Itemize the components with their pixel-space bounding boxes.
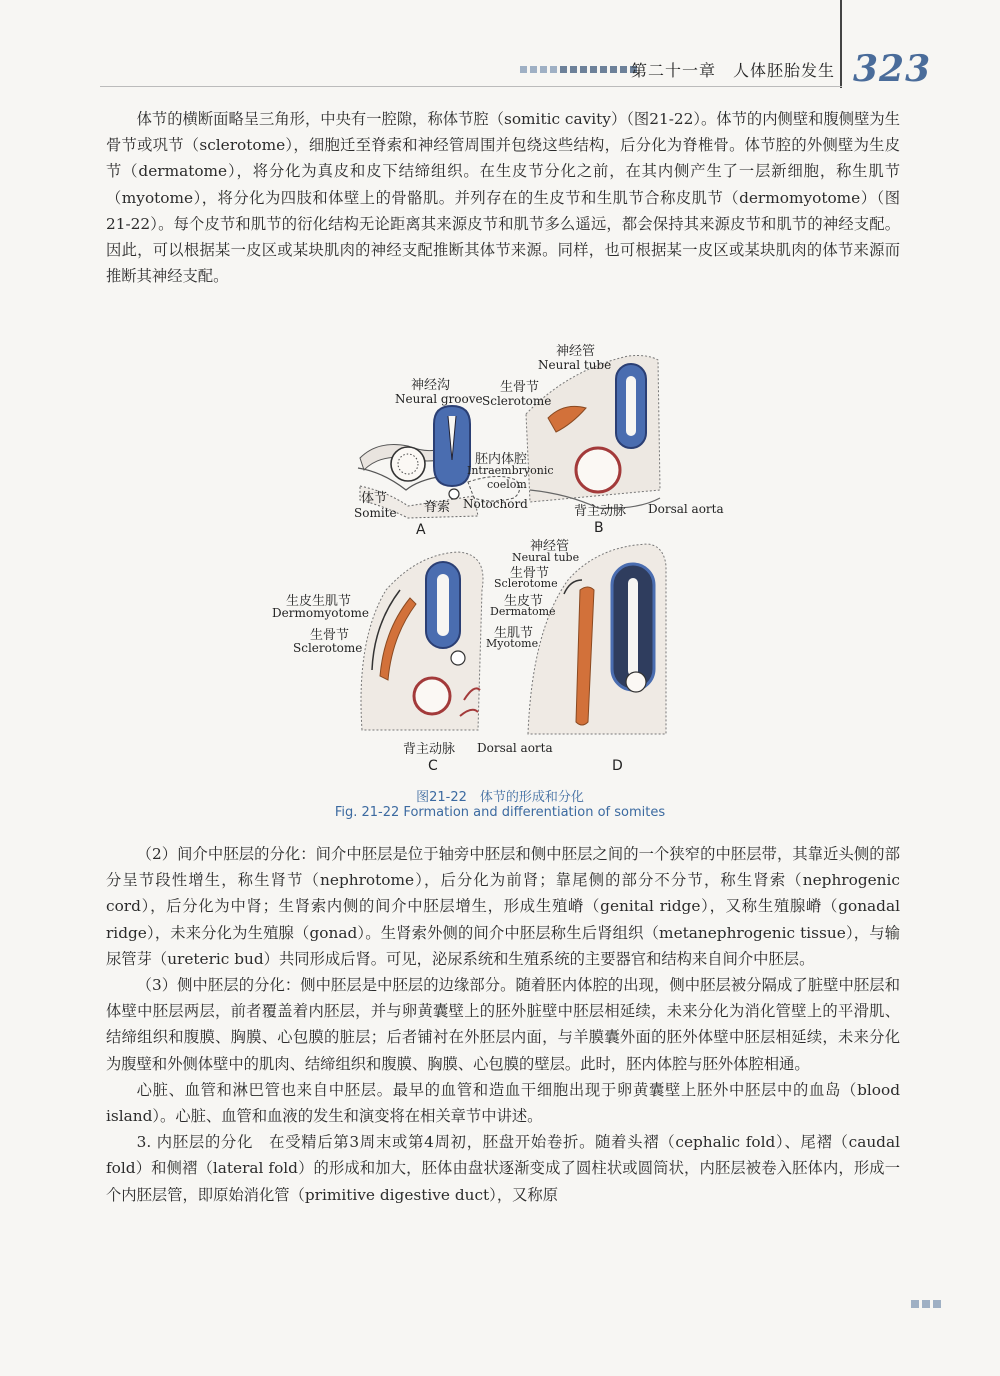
- label-sclerotome-c-en: Sclerotome: [293, 641, 363, 655]
- paragraph: 3. 内胚层的分化 在受精后第3周末或第4周初，胚盘开始卷折。随着头褶（cephalic fold）、尾褶（caudal fold）和侧褶（lateral fold）的形成和加大，胚体由盘状逐渐变成了圆柱状或圆筒状，内胚层被卷入胚体内，形成一个内胚层管，即原始消化管（primitive digestive duct），又称原: [106, 1133, 900, 1204]
- label-neural-tube-b-cn: 神经管: [556, 344, 596, 359]
- paragraph: （2）间介中胚层的分化：间介中胚层是位于轴旁中胚层和侧中胚层之间的一个狭窄的中胚层带，其靠近头侧的部分呈节段性增生，称生肾节（nephrotome），后分化为前肾；靠尾侧的部分不分节，称生肾索（nephrogenic cord），后分化为中肾；生肾索内侧的间介中胚层增生，形成生殖嵴（genital ridge），又称生殖腺嵴（gonadal ridge），未来分化为生殖腺（gonad）。生肾索外侧的间介中胚层称生后肾组织（metanephrogenic tissue），与输尿管芽（ureteric bud）共同形成后肾。可见，泌尿系统和生殖系统的主要器官和结构来自间介中胚层。: [106, 845, 900, 968]
- label-neural-groove-en: Neural groove: [395, 392, 483, 406]
- panel-letter-b: B: [594, 520, 604, 536]
- paragraph: （3）侧中胚层的分化：侧中胚层是中胚层的边缘部分。随着胚内体腔的出现，侧中胚层被分隔成了脏壁中胚层和体壁中胚层两层，前者覆盖着内胚层，并与卵黄囊壁上的胚外脏壁中胚层相延续，未来分化为消化管壁上的平滑肌、结缔组织和腹膜、胸膜、心包膜的脏层；后者铺衬在外胚层内面，与羊膜囊外面的胚外体壁中胚层相延续，未来分化为腹壁和外侧体壁中的肌肉、结缔组织和腹膜、胸膜、心包膜的壁层。此时，胚内体腔与胚外体腔相通。: [106, 976, 900, 1073]
- chapter-title: 第二十一章 人体胚胎发生: [631, 61, 836, 80]
- label-somite-cn: 体节: [361, 491, 388, 506]
- header-decoration: [520, 66, 637, 73]
- label-dorsal-aorta-c-cn: 背主动脉: [403, 742, 456, 757]
- figure-somites: [268, 340, 738, 780]
- label-neural-tube-d-en: Neural tube: [512, 551, 580, 564]
- label-dermatome-en: Dermatome: [490, 605, 556, 618]
- panel-letter-a: A: [416, 522, 426, 538]
- panel-b-drawing: [526, 356, 660, 509]
- dorsal-aorta-b: [576, 448, 620, 492]
- label-sclerotome-d-cn: 生骨节: [510, 566, 550, 581]
- label-myotome-cn: 生肌节: [494, 626, 534, 641]
- paragraph: 体节的横断面略呈三角形，中央有一腔隙，称体节腔（somitic cavity）（图21-22）。体节的内侧壁和腹侧壁为生骨节或巩节（sclerotome），细胞迁至脊索和神经管周围并包绕这些结构，后分化为脊椎骨。体节腔的外侧壁为生皮节（dermatome），将分化为真皮和皮下结缔组织。在生皮节分化之前，在其内侧产生了一层新细胞，称生肌节（myotome），将分化为四肢和体壁上的骨骼肌。并列存在的生皮节和生肌节合称皮肌节（dermomyotome）（图21-22）。每个皮节和肌节的衍化结构无论距离其来源皮节和肌节多么遥远，都会保持其来源皮节和肌节的神经支配。因此，可以根据某一皮区或某块肌肉的神经支配推断其体节来源。同样，也可根据某一皮区或某块肌肉的体节来源而推断其神经支配。: [106, 110, 900, 286]
- label-dorsal-aorta-c-en: Dorsal aorta: [477, 741, 553, 755]
- body-text-top: [106, 106, 900, 289]
- panel-letter-d: D: [612, 758, 623, 774]
- label-neural-tube-d-cn: 神经管: [530, 539, 570, 554]
- label-dermomyotome-en: Dermomyotome: [272, 606, 369, 620]
- label-dermomyotome-cn: 生皮生肌节: [286, 594, 352, 609]
- label-dermatome-cn: 生皮节: [504, 594, 544, 609]
- header-divider: [840, 0, 842, 88]
- somite-shape: [391, 447, 425, 481]
- label-dorsal-aorta-b-cn: 背主动脉: [574, 504, 627, 519]
- label-somite-en: Somite: [354, 506, 397, 520]
- label-myotome-en: Myotome: [486, 637, 539, 650]
- dorsal-aorta-c: [414, 678, 450, 714]
- panel-c-drawing: [361, 552, 483, 730]
- label-sclerotome-c-cn: 生骨节: [310, 628, 350, 643]
- label-coelom-cn: 胚内体腔: [475, 452, 528, 467]
- label-neural-tube-b-en: Neural tube: [538, 358, 612, 372]
- footer-decoration: [911, 1300, 941, 1308]
- header-rule: [100, 86, 842, 87]
- page-number: 323: [853, 48, 932, 90]
- label-dorsal-aorta-b-en: Dorsal aorta: [648, 502, 724, 516]
- body-text-bottom: [106, 841, 900, 1208]
- page-header: [0, 0, 1000, 100]
- figure-caption-cn: 图21-22 体节的形成和分化: [416, 790, 584, 805]
- paragraph: 心脏、血管和淋巴管也来自中胚层。最早的血管和造血干细胞出现于卵黄囊壁上胚外中胚层中的血岛（blood island）。心脏、血管和血液的发生和演变将在相关章节中讲述。: [106, 1080, 900, 1126]
- label-coelom-en-2: coelom: [487, 478, 527, 491]
- label-sclerotome-b-en: Sclerotome: [482, 394, 552, 408]
- label-notochord-cn: 脊索: [424, 500, 451, 515]
- panel-letter-c: C: [428, 758, 438, 774]
- label-sclerotome-d-en: Sclerotome: [494, 577, 558, 590]
- label-notochord-en: Notochord: [463, 497, 528, 511]
- figure-caption-en: Fig. 21-22 Formation and differentiation of somites: [334, 805, 666, 820]
- label-coelom-en-1: Intraembryonic: [467, 464, 554, 477]
- label-sclerotome-b-cn: 生骨节: [500, 380, 540, 395]
- label-neural-groove-cn: 神经沟: [411, 378, 451, 393]
